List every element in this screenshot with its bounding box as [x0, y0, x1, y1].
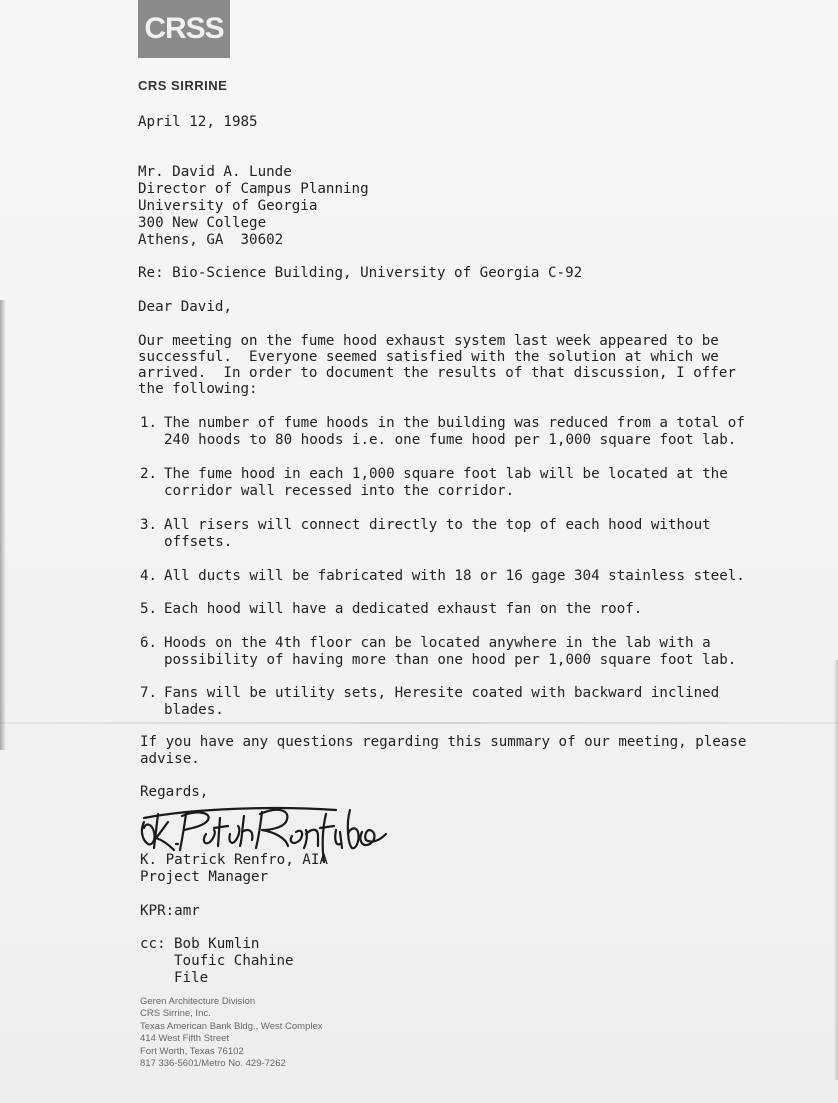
list-item-line: corridor wall recessed into the corridor. [164, 483, 515, 499]
recipient-name: Mr. David A. Lunde [138, 164, 292, 180]
company-name: CRS SIRRINE [138, 78, 228, 93]
footer-line: 817 336-5601/Metro No. 429-7262 [140, 1058, 286, 1070]
letterhead-footer-address [140, 996, 323, 1070]
list-item-line: offsets. [164, 534, 233, 550]
list-item-number: 1. [140, 415, 158, 431]
list-item-line: The fume hood in each 1,000 square foot lab will be located at the [164, 466, 728, 482]
list-item-line: Fans will be utility sets, Heresite coated with backward inclined [164, 685, 720, 701]
list-item-number: 2. [140, 466, 158, 482]
cc-name: Toufic Chahine [174, 953, 294, 969]
recipient-city: Athens, GA 30602 [138, 232, 284, 248]
cc-name: Bob Kumlin [174, 936, 260, 952]
list-item-line: possibility of having more than one hood per 1,000 square foot lab. [164, 652, 737, 668]
footer-line: CRS Sirrine, Inc. [140, 1008, 211, 1020]
list-item-line: 240 hoods to 80 hoods i.e. one fume hood per 1,000 square foot lab. [164, 432, 737, 448]
list-item-line: Each hood will have a dedicated exhaust fan on the roof. [164, 601, 643, 617]
list-item-line: The number of fume hoods in the building was reduced from a total of [164, 415, 745, 431]
cc-name: File [174, 970, 209, 986]
list-item-line: Hoods on the 4th floor can be located anywhere in the lab with a [164, 635, 711, 651]
list-item-line: All risers will connect directly to the top of each hood without [164, 517, 711, 533]
company-logo [138, 0, 230, 58]
list-item-line: blades. [164, 702, 224, 718]
signer-name: K. Patrick Renfro, AIA [140, 852, 328, 868]
list-item-line: All ducts will be fabricated with 18 or 16 gage 304 stainless steel. [164, 568, 745, 584]
footer-line: Texas American Bank Bldg., West Complex [140, 1020, 323, 1032]
salutation: Dear David, [138, 299, 232, 315]
list-item-number: 5. [140, 601, 158, 617]
recipient-title: Director of Campus Planning [138, 181, 369, 197]
recipient-street: 300 New College [138, 215, 267, 231]
recipient-org: University of Georgia [138, 198, 318, 214]
logo-text: CRSS [144, 12, 224, 45]
subject-line: Re: Bio-Science Building, University of Georgia C-92 [138, 265, 583, 281]
intro-paragraph-line: the following: [138, 381, 258, 397]
list-item-number: 4. [140, 568, 158, 584]
paper-fold-line [0, 722, 838, 724]
closing-paragraph-line: advise. [140, 751, 200, 767]
cc-label: cc: [140, 936, 166, 952]
list-item-number: 3. [140, 517, 158, 533]
intro-paragraph-line: Our meeting on the fume hood exhaust system last week appeared to be [138, 333, 719, 349]
closing-regards: Regards, [140, 784, 209, 800]
list-item-number: 7. [140, 685, 158, 701]
list-item-number: 6. [140, 635, 158, 651]
footer-line: 414 West Fifth Street [140, 1033, 230, 1045]
letter-date: April 12, 1985 [138, 114, 258, 130]
initials-line: KPR:amr [140, 903, 200, 919]
intro-paragraph-line: successful. Everyone seemed satisfied with the solution at which we [138, 349, 719, 365]
footer-line: Fort Worth, Texas 76102 [140, 1045, 244, 1057]
intro-paragraph-line: arrived. In order to document the results of that discussion, I offer [138, 365, 736, 381]
footer-line: Geren Architecture Division [140, 996, 256, 1007]
signer-title: Project Manager [140, 869, 269, 885]
closing-paragraph-line: If you have any questions regarding this summary of our meeting, please [140, 734, 747, 750]
page-shadow-left [0, 300, 6, 750]
